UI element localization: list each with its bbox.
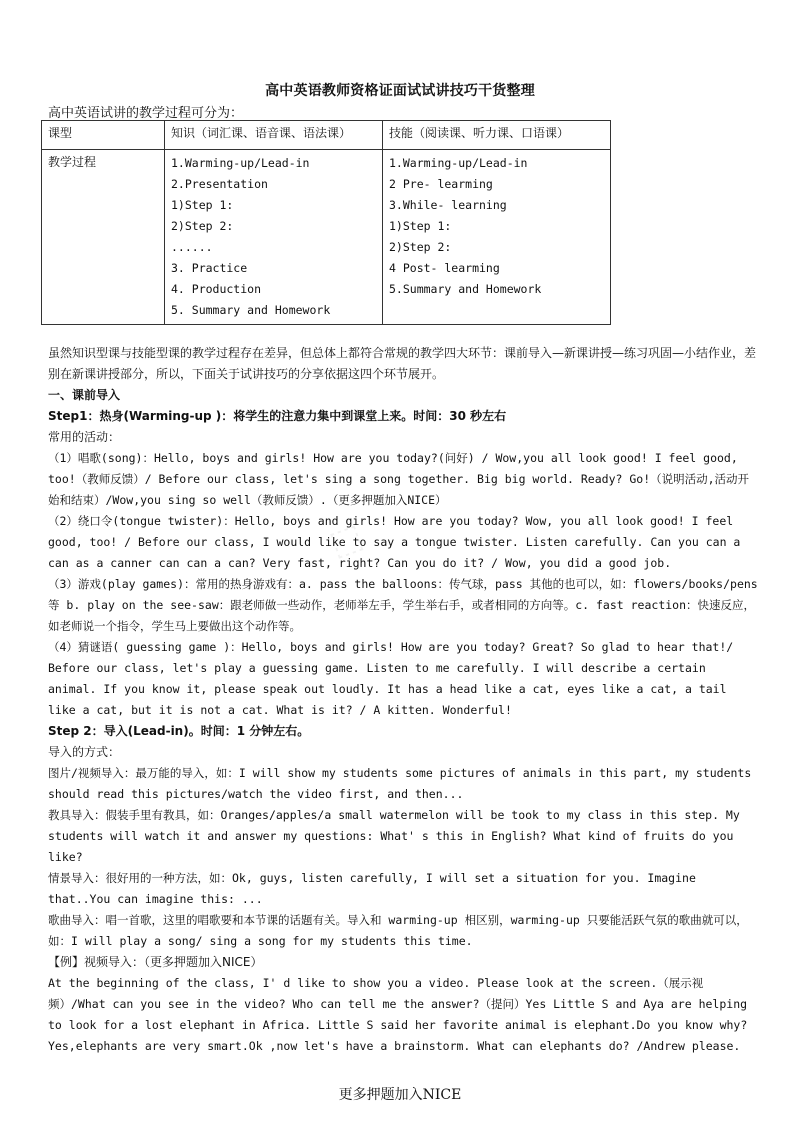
list-item: 5.Summary and Homework (389, 282, 542, 296)
method-item: 图片/视频导入：最万能的导入，如：I will show my students some pictures of animals in this part, my students should read this pictures/watch the video first, and then... (48, 766, 752, 801)
list-item: 1.Warming-up/Lead-in (171, 156, 310, 170)
activity-item: （3）游戏(play games)：常用的热身游戏有：a. pass the balloons：传气球，pass 其他的也可以，如：flowers/books/pens 等 b. play on the see-saw：跟老师做一些动作，老师举左手，学生举右手，或者相同的方向等。c. fast reaction：快速反应，如老师说一个指令，学生马上要做出这个动作等。 (48, 577, 758, 633)
table-header-cell: 技能（阅读课、听力课、口语课） (383, 121, 611, 150)
table-header-row (42, 121, 611, 150)
list-item: 4. Production (171, 282, 262, 296)
table-header-cell: 课型 (42, 121, 165, 150)
activity-item: （2）绕口令(tongue twister)：Hello, boys and girls! How are you today? Wow, you all look good! I feel good, too! / Before our class, I would like to say a tongue twister. Listen carefully. Can you can a can as a canner can can a can? Very fast, right? Can you do it? / Wow, you did a good job. (48, 514, 741, 570)
document-title: 高中英语教师资格证面试试讲技巧干货整理 (265, 83, 535, 99)
knowledge-steps-cell (165, 150, 383, 325)
list-item: 4 Post- learming (389, 261, 500, 275)
page-footer: 更多押题加入NICE (338, 1087, 462, 1103)
intro-text: 高中英语试讲的教学过程可分为： (48, 106, 244, 121)
list-item: 2)Step 2: (171, 219, 234, 233)
activity-item: （1）唱歌(song)：Hello, boys and girls! How are you today?(问好) / Wow,you all look good! I feel good, too!（教师反馈）/ Before our class, let's sing a song together. Big big world. Ready? Go!（说明活动,活动开始和结束）/Wow,you sing so well（教师反馈）.（更多押题加入NICE） (48, 451, 750, 507)
step-heading: Step1：热身(Warming-up )：将学生的注意力集中到课堂上来。时间：30 秒左右 (48, 409, 507, 423)
example-heading: 【例】视频导入：（更多押题加入NICE） (48, 955, 263, 969)
list-item: 1)Step 1: (389, 219, 452, 233)
body-content (48, 343, 758, 1057)
paragraph: 导入的方式： (48, 745, 121, 759)
table-row-label: 教学过程 (42, 150, 165, 325)
list-item: 2.Presentation (171, 177, 268, 191)
list-item: ...... (171, 240, 213, 254)
paragraph: 常用的活动： (48, 430, 121, 444)
process-table (41, 120, 611, 325)
list-item: 2 Pre- learming (389, 177, 493, 191)
list-item: 1.Warming-up/Lead-in (389, 156, 528, 170)
table-row (42, 150, 611, 325)
watermark: ⬚ (324, 515, 368, 565)
list-item: 5. Summary and Homework (171, 303, 331, 317)
method-item: 教具导入：假装手里有教具，如：Oranges/apples/a small watermelon will be took to my class in this step. My students will watch it and answer my questions: What' s this in English? What kind of fruits do you like? (48, 808, 740, 864)
list-item: 3. Practice (171, 261, 248, 275)
list-item: 1)Step 1: (171, 198, 234, 212)
table-header-cell: 知识（词汇课、语音课、语法课） (165, 121, 383, 150)
method-item: 歌曲导入：唱一首歌，这里的唱歌要和本节课的话题有关。导入和 warming-up 相区别，warming-up 只要能活跃气氛的歌曲就可以，如：I will play a song/ sing a song for my students this time. (48, 913, 748, 948)
list-item: 3.While- learning (389, 198, 507, 212)
list-item: 2)Step 2: (389, 240, 452, 254)
section-heading: 一、课前导入 (48, 388, 121, 402)
activity-item: （4）猜谜语( guessing game )：Hello, boys and girls! How are you today? Great? So glad to hear that!/ Before our class, let's play a guessing game. Listen to me carefully. I will describe a certain animal. If you know it, please speak out loudly. It has a head like a cat, eyes like a cat, a tail like a cat, but it is not a cat. What is it? / A kitten. Wonderful! (48, 640, 734, 717)
example-text: At the beginning of the class, I' d like to show you a video. Please look at the screen.（展示视频）/What can you see in the video? Who can tell me the answer?（提问）Yes Little S and Aya are helping to look for a lost elephant in Africa. Little S said her favorite animal is elephant.Do you know why? Yes,elephants are very smart.Ok ,now let's have a brainstorm. What can elephants do? /Andrew please. (48, 976, 748, 1053)
step-heading: Step 2：导入(Lead-in)。时间：1 分钟左右。 (48, 724, 310, 738)
skill-steps-cell (383, 150, 611, 325)
paragraph: 虽然知识型课与技能型课的教学过程存在差异，但总体上都符合常规的教学四大环节：课前导入—新课讲授—练习巩固—小结作业，差别在新课讲授部分，所以，下面关于试讲技巧的分享依据这四个环节展开。 (48, 346, 757, 381)
method-item: 情景导入：很好用的一种方法，如：Ok, guys, listen carefully, I will set a situation for you. Imagine that..You can imagine this: ... (48, 871, 696, 906)
